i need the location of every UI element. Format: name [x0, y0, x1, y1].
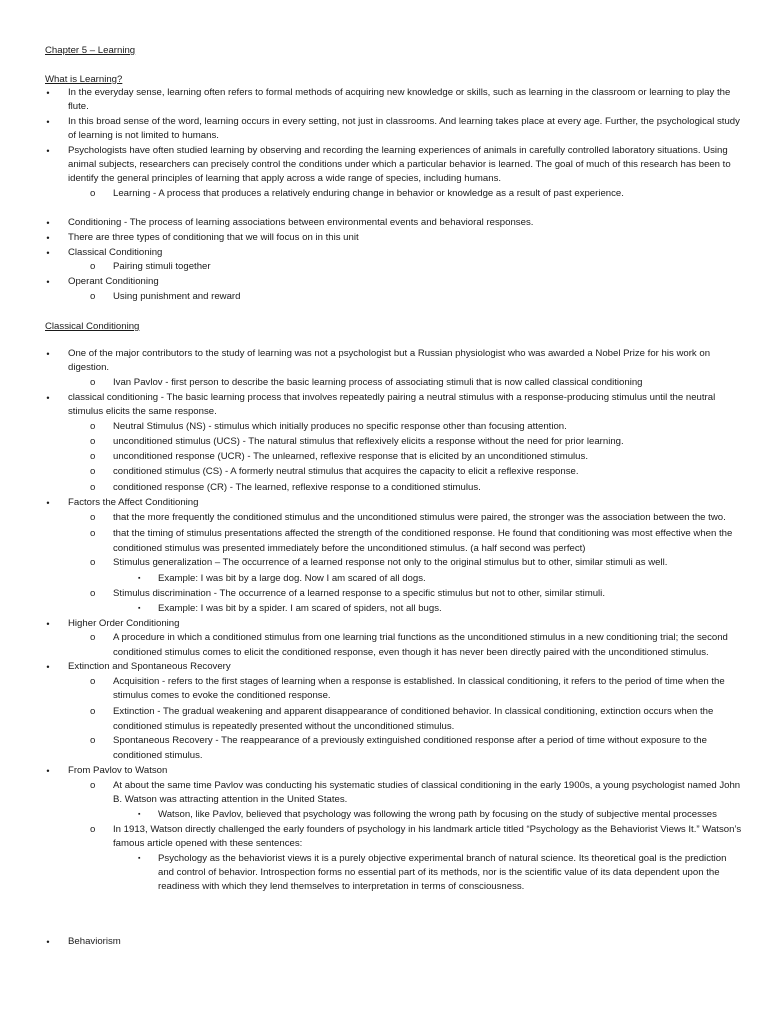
sub-bullet-marker: o: [90, 261, 96, 272]
sub-bullet-marker: o: [90, 188, 96, 199]
definition-line: conditioned stimulus comes to elicit the conditioned response, even though it has never been directly paired with the unconditioned stimulus.: [113, 647, 709, 658]
paragraph-line: that the timing of stimulus presentations affected the strength of the conditioned response. He found that conditioning was most effective when the: [113, 528, 733, 539]
chapter-title: Chapter 5 – Learning: [45, 45, 136, 56]
definition-line: Learning - A process that produces a relatively enduring change in behavior or knowledge as a result of past experience.: [113, 188, 624, 199]
paragraph-line: of learning is not limited to humans.: [68, 130, 219, 141]
definition-line: conditioned stimulus (CS) - A formerly neutral stimulus that acquires the capacity to elicit a reflexive response.: [113, 466, 579, 477]
sub-sub-bullet-marker: ▪: [138, 855, 141, 862]
sub-bullet-marker: o: [90, 436, 96, 447]
definition-line: Stimulus discrimination - The occurrence of a learned response to a specific stimulus but not to other, similar stimuli.: [113, 588, 605, 599]
sub-bullet-marker: o: [90, 676, 96, 687]
paragraph-line: animal subjects, researchers can precisely control the conditions under which a particular behavior is learned. The goal of much of this research has been to: [68, 159, 731, 170]
sub-bullet-marker: o: [90, 451, 96, 462]
definition-line: Stimulus generalization – The occurrence of a learned response not only to the original stimulus but to other, similar stimuli as well.: [113, 557, 668, 568]
bullet-marker: •: [46, 766, 50, 776]
list-item-label: Extinction and Spontaneous Recovery: [68, 661, 231, 672]
paragraph-line: There are three types of conditioning that we will focus on in this unit: [68, 232, 359, 243]
list-item-label: Pairing stimuli together: [113, 261, 211, 272]
bullet-marker: •: [46, 233, 50, 243]
paragraph-line: famous article opened with these sentences:: [113, 838, 303, 849]
list-item-label: Factors the Affect Conditioning: [68, 497, 199, 508]
bullet-marker: •: [46, 937, 50, 947]
paragraph-line: Watson, like Pavlov, believed that psychology was following the wrong path by focusing on the study of subjective mental processes: [158, 809, 717, 820]
paragraph-line: In this broad sense of the word, learning occurs in every setting, not just in classrooms. And learning takes place at every age. Further, the psychological study: [68, 116, 740, 127]
paragraph-line: In 1913, Watson directly challenged the early founders of psychology in his landmark article titled “Psychology as the Behaviorist Views It.” Watson’s: [113, 824, 742, 835]
definition-line: unconditioned stimulus (UCS) - The natural stimulus that reflexively elicits a response without the need for prior learning.: [113, 436, 624, 447]
definition-line: Conditioning - The process of learning associations between environmental events and behavioral responses.: [68, 217, 534, 228]
paragraph-line: identify the general principles of learning that apply across a wide range of species, including humans.: [68, 173, 502, 184]
bullet-marker: •: [46, 498, 50, 508]
list-item-label: Using punishment and reward: [113, 291, 241, 302]
paragraph-line: flute.: [68, 101, 89, 112]
example-line: Example: I was bit by a spider. I am scared of spiders, not all bugs.: [158, 603, 442, 614]
sub-bullet-marker: o: [90, 557, 96, 568]
bullet-marker: •: [46, 662, 50, 672]
definition-line: unconditioned response (UCR) - The unlearned, reflexive response that is elicited by an unconditioned stimulus.: [113, 451, 588, 462]
list-item-label: From Pavlov to Watson: [68, 765, 168, 776]
list-item-label: Higher Order Conditioning: [68, 618, 180, 629]
definition-line: stimulus comes to evoke the conditioned response.: [113, 690, 331, 701]
definition-line: Acquisition - refers to the first stages of learning when a response is established. In classical conditioning, it refers to the period of time when the: [113, 676, 725, 687]
paragraph-line: In the everyday sense, learning often refers to formal methods of acquiring new knowledge or skills, such as learning in the classroom or learning to play the: [68, 87, 731, 98]
definition-line: stimulus elicits the same response.: [68, 406, 217, 417]
definition-line: Extinction - The gradual weakening and apparent disappearance of conditioned behavior. In classical conditioning, extinction occurs when the: [113, 706, 714, 717]
definition-line: conditioned stimulus.: [113, 750, 203, 761]
paragraph-line: Ivan Pavlov - first person to describe the basic learning process of associating stimuli that is now called classical conditioning: [113, 377, 643, 388]
quote-line: readiness with which they lend themselves to interpretation in terms of consciousness.: [158, 881, 525, 892]
sub-bullet-marker: o: [90, 780, 96, 791]
bullet-marker: •: [46, 619, 50, 629]
paragraph-line: conditioned stimulus was presented immediately before the unconditioned stimulus. (a half second was perfect): [113, 543, 586, 554]
paragraph-line: At about the same time Pavlov was conducting his systematic studies of classical conditioning in the early 1900s, a young psychologist named John: [113, 780, 741, 791]
sub-bullet-marker: o: [90, 824, 96, 835]
paragraph-line: One of the major contributors to the study of learning was not a psychologist but a Russian physiologist who was awarded a Nobel Prize for his work on: [68, 348, 711, 359]
sub-sub-bullet-marker: ▪: [138, 605, 141, 612]
paragraph-line: B. Watson was attracting attention in the United States.: [113, 794, 348, 805]
definition-line: Spontaneous Recovery - The reappearance of a previously extinguished conditioned response after a period of time without exposure to the: [113, 735, 707, 746]
bullet-marker: •: [46, 393, 50, 403]
sub-sub-bullet-marker: ▪: [138, 811, 141, 818]
quote-line: Psychology as the behaviorist views it is a purely objective experimental branch of natural science. Its theoretical goal is the prediction: [158, 853, 727, 864]
sub-sub-bullet-marker: ▪: [138, 575, 141, 582]
bullet-marker: •: [46, 117, 50, 127]
definition-line: Neutral Stimulus (NS) - stimulus which initially produces no specific response other than focusing attention.: [113, 421, 567, 432]
definition-line: classical conditioning - The basic learning process that involves repeatedly pairing a neutral stimulus with a response-producing stimulus until the neutral: [68, 392, 716, 403]
paragraph-line: digestion.: [68, 362, 110, 373]
paragraph-line: that the more frequently the conditioned stimulus and the unconditioned stimulus were paired, the stronger was the association between the two.: [113, 512, 726, 523]
sub-bullet-marker: o: [90, 632, 96, 643]
quote-line: and control of behavior. Introspection forms no essential part of its methods, nor is the scientific value of its data dependent upon the: [158, 867, 720, 878]
definition-line: conditioned response (CR) - The learned, reflexive response to a conditioned stimulus.: [113, 482, 481, 493]
paragraph-line: Psychologists have often studied learning by observing and recording the learning experiences of animals in carefully controlled laboratory situations. Using: [68, 145, 728, 156]
definition-line: A procedure in which a conditioned stimulus from one learning trial functions as the unconditioned stimulus in a new conditioning trial; the second: [113, 632, 728, 643]
bullet-marker: •: [46, 248, 50, 258]
bullet-marker: •: [46, 88, 50, 98]
bullet-marker: •: [46, 218, 50, 228]
section-heading-classical-conditioning: Classical Conditioning: [45, 321, 140, 332]
definition-line: conditioned stimulus is repeatedly presented without the unconditioned stimulus.: [113, 721, 455, 732]
section-heading-what-is-learning: What is Learning?: [45, 74, 123, 85]
example-line: Example: I was bit by a large dog. Now I am scared of all dogs.: [158, 573, 426, 584]
sub-bullet-marker: o: [90, 482, 96, 493]
bullet-marker: •: [46, 277, 50, 287]
sub-bullet-marker: o: [90, 528, 96, 539]
sub-bullet-marker: o: [90, 466, 96, 477]
list-item-label: Classical Conditioning: [68, 247, 163, 258]
bullet-marker: •: [46, 146, 50, 156]
sub-bullet-marker: o: [90, 512, 96, 523]
sub-bullet-marker: o: [90, 588, 96, 599]
sub-bullet-marker: o: [90, 735, 96, 746]
sub-bullet-marker: o: [90, 706, 96, 717]
sub-bullet-marker: o: [90, 377, 96, 388]
list-item-label: Operant Conditioning: [68, 276, 159, 287]
bullet-marker: •: [46, 349, 50, 359]
sub-bullet-marker: o: [90, 291, 96, 302]
sub-bullet-marker: o: [90, 421, 96, 432]
list-item-label: Behaviorism: [68, 936, 121, 947]
